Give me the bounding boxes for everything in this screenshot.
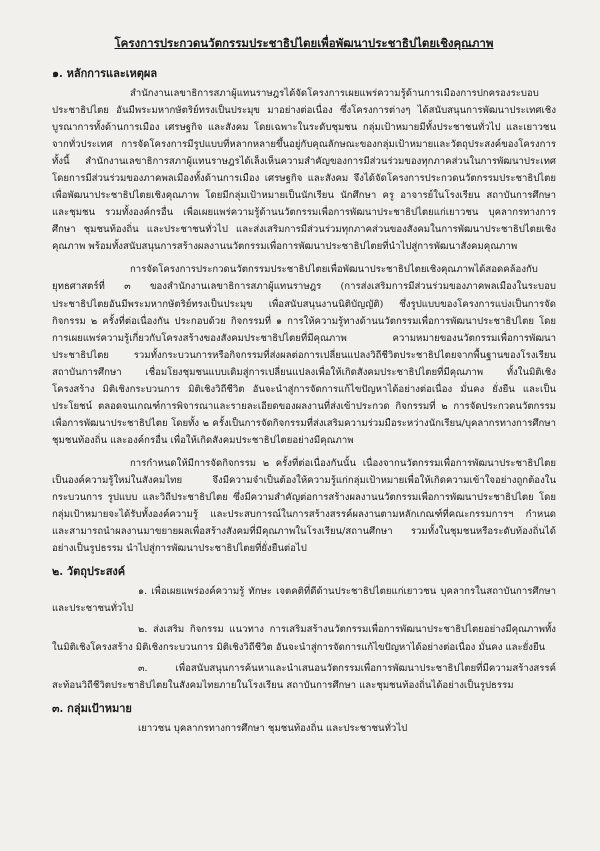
objective-item: ๒. ส่งเสริม กิจกรรม แนวทาง การเสริมสร้างนวัตกรรมเพื่อการพัฒนาประชาธิปไตยอย่างมีคุณภาพทั้งในมิติเชิงโครงสร้าง มิติเชิงกระบวนการ มิติเชิงวิถีชีวิต อันจะนำสู่การจัดการแก้ไขปัญหาได้อย่างต่อเนื่อง มั่นคง และยั่งยืน [52,624,556,653]
document-title: โครงการประกวดนวัตกรรมประชาธิปไตยเพื่อพัฒนาประชาธิปไตยเชิงคุณภาพ [114,36,494,50]
objective-item: ๓. เพื่อสนับสนุนการค้นหาและนำเสนอนวัตกรรมเพื่อการพัฒนาประชาธิปไตยที่มีความสร้างสรรค์สะท้อนวิถีชีวิตประชาธิปไตยในสังคมไทยภายในโรงเรียน สถาบันการศึกษา และชุมชนท้องถิ่นได้อย่างเป็นรูปธรรม [52,662,556,691]
paragraph: สำนักงานเลขาธิการสภาผู้แทนราษฎรได้จัดโครงการเผยแพร่ความรู้ด้านการเมืองการปกครองระบอบประชาธิปไตย อันมีพระมหากษัตริย์ทรงเป็นประมุข มาอย่างต่อเนื่อง ซึ่งโครงการต่างๆ ได้สนับสนุนการพัฒนาประเทศเชิงบูรณาการทั้งด้านการเมือง เศรษฐกิจ และสังคม โดยเฉพาะในระดับชุมชน กลุ่มเป้าหมายมีทั้งประชาชนทั่วไป และเยาวชนจากทั่วประเทศ การจัดโครงการมีรูปแบบที่หลากหลายขึ้นอยู่กับคุณลักษณะของกลุ่มเป้าหมายและวัตถุประสงค์ของโครงการ ทั้งนี้ สำนักงานเลขาธิการสภาผู้แทนราษฎรได้เล็งเห็นความสำคัญของการมีส่วนร่วมของทุกภาคส่วนในการพัฒนาประเทศ โดยการมีส่วนร่วมของภาคพลเมืองทั้งด้านการเมือง เศรษฐกิจ และสังคม จึงได้จัดโครงการประกวดนวัตกรรมประชาธิปไตยเพื่อพัฒนาประชาธิปไตยเชิงคุณภาพ โดยมีกลุ่มเป้าหมายเป็นนักเรียน นักศึกษา ครู อาจารย์ในโรงเรียน สถาบันการศึกษา และชุมชน รวมทั้งองค์กรอื่น เพื่อเผยแพร่ความรู้ด้านนวัตกรรมเพื่อการพัฒนาประชาธิปไตยแก่เยาวชน บุคลากรทางการศึกษา ชุมชนท้องถิ่น และประชาชนทั่วไป และส่งเสริมการมีส่วนร่วมทุกภาคส่วนของสังคมในการพัฒนาประชาธิปไตยเชิงคุณภาพ พร้อมทั้งสนับสนุนการสร้างผลงานนวัตกรรมเพื่อการพัฒนาประชาธิปไตยที่นำไปสู่การพัฒนาสังคมคุณภาพ [52,87,556,253]
section-principles [52,67,556,558]
section-heading: ๓. กลุ่มเป้าหมาย [52,701,132,715]
target-group-text: เยาวชน บุคลากรทางการศึกษา ชุมชนท้องถิ่น และประชาชนทั่วไป [138,722,408,734]
section-heading: ๑. หลักการและเหตุผล [52,66,158,80]
paragraph: การจัดโครงการประกวดนวัตกรรมประชาธิปไตยเพื่อพัฒนาประชาธิปไตยเชิงคุณภาพได้สอดคล้องกับยุทธศาสตร์ที่ ๓ ของสำนักงานเลขาธิการสภาผู้แทนราษฎร (การส่งเสริมการมีส่วนร่วมของภาคพลเมืองในระบอบประชาธิปไตยอันมีพระมหากษัตริย์ทรงเป็นประมุข เพื่อสนับสนุนงานนิติบัญญัติ) ซึ่งรูปแบบของโครงการแบ่งเป็นการจัดกิจกรรม ๒ ครั้งที่ต่อเนื่องกัน ประกอบด้วย กิจกรรมที่ ๑ การให้ความรู้ทางด้านนวัตกรรมเพื่อการพัฒนาประชาธิปไตย โดยการเผยแพร่ความรู้เกี่ยวกับโครงสร้างของสังคมประชาธิปไตยที่มีคุณภาพ ความหมายของนวัตกรรมเพื่อการพัฒนาประชาธิปไตย รวมทั้งกระบวนการหรือกิจกรรมที่ส่งผลต่อการเปลี่ยนแปลงวิถีชีวิตประชาธิปไตยจากพื้นฐานของโรงเรียน สถาบันการศึกษา เชื่อมโยงชุมชนแบบเดิมสู่การเปลี่ยนแปลงเพื่อให้เกิดสังคมประชาธิปไตยที่มีคุณภาพ ทั้งในมิติเชิงโครงสร้าง มิติเชิงกระบวนการ มิติเชิงวิถีชีวิต อันจะนำสู่การจัดการแก้ไขปัญหาได้อย่างต่อเนื่อง มั่นคง ยั่งยืน และเป็นประโยชน์ ตลอดจนเกณฑ์การพิจารณาและรายละเอียดของผลงานที่ส่งเข้าประกวด กิจกรรมที่ ๒ การจัดประกวดนวัตกรรมเพื่อการพัฒนาประชาธิปไตย โดยทั้ง ๒ ครั้งเป็นการจัดกิจกรรมที่ส่งเสริมความร่วมมือระหว่างนักเรียน/บุคลากรทางการศึกษา ชุมชนท้องถิ่น และองค์กรอื่น เพื่อให้เกิดสังคมประชาธิปไตยอย่างมีคุณภาพ [52,264,556,447]
section-heading: ๒. วัตถุประสงค์ [52,565,126,579]
section-objectives [52,565,556,693]
section-target-group [52,702,556,737]
objective-item: ๑. เพื่อเผยแพร่องค์ความรู้ ทักษะ เจตคติที่ดีด้านประชาธิปไตยแก่เยาวชน บุคลากรในสถาบันการศึกษา และประชาชนทั่วไป [52,586,556,615]
paragraph: การกำหนดให้มีการจัดกิจกรรม ๒ ครั้งที่ต่อเนื่องกันนั้น เนื่องจากนวัตกรรมเพื่อการพัฒนาประชาธิปไตยเป็นองค์ความรู้ใหม่ในสังคมไทย จึงมีความจำเป็นต้องให้ความรู้แก่กลุ่มเป้าหมายเพื่อให้เกิดความเข้าใจอย่างถูกต้องในกระบวนการ รูปแบบ และวิถีประชาธิปไตย ซึ่งมีความสำคัญต่อการสร้างผลงานนวัตกรรมเพื่อการพัฒนาประชาธิปไตย โดยกลุ่มเป้าหมายจะได้รับทั้งองค์ความรู้ และประสบการณ์ในการสร้างสรรค์ผลงานตามหลักเกณฑ์ที่คณะกรรมการฯ กำหนด และสามารถนำผลงานมาขยายผลเพื่อสร้างสังคมที่มีคุณภาพในโรงเรียน/สถานศึกษา รวมทั้งในชุมชนหรือระดับท้องถิ่นได้อย่างเป็นรูปธรรม นำไปสู่การพัฒนาประชาธิปไตยที่ยั่งยืนต่อไป [52,458,556,555]
